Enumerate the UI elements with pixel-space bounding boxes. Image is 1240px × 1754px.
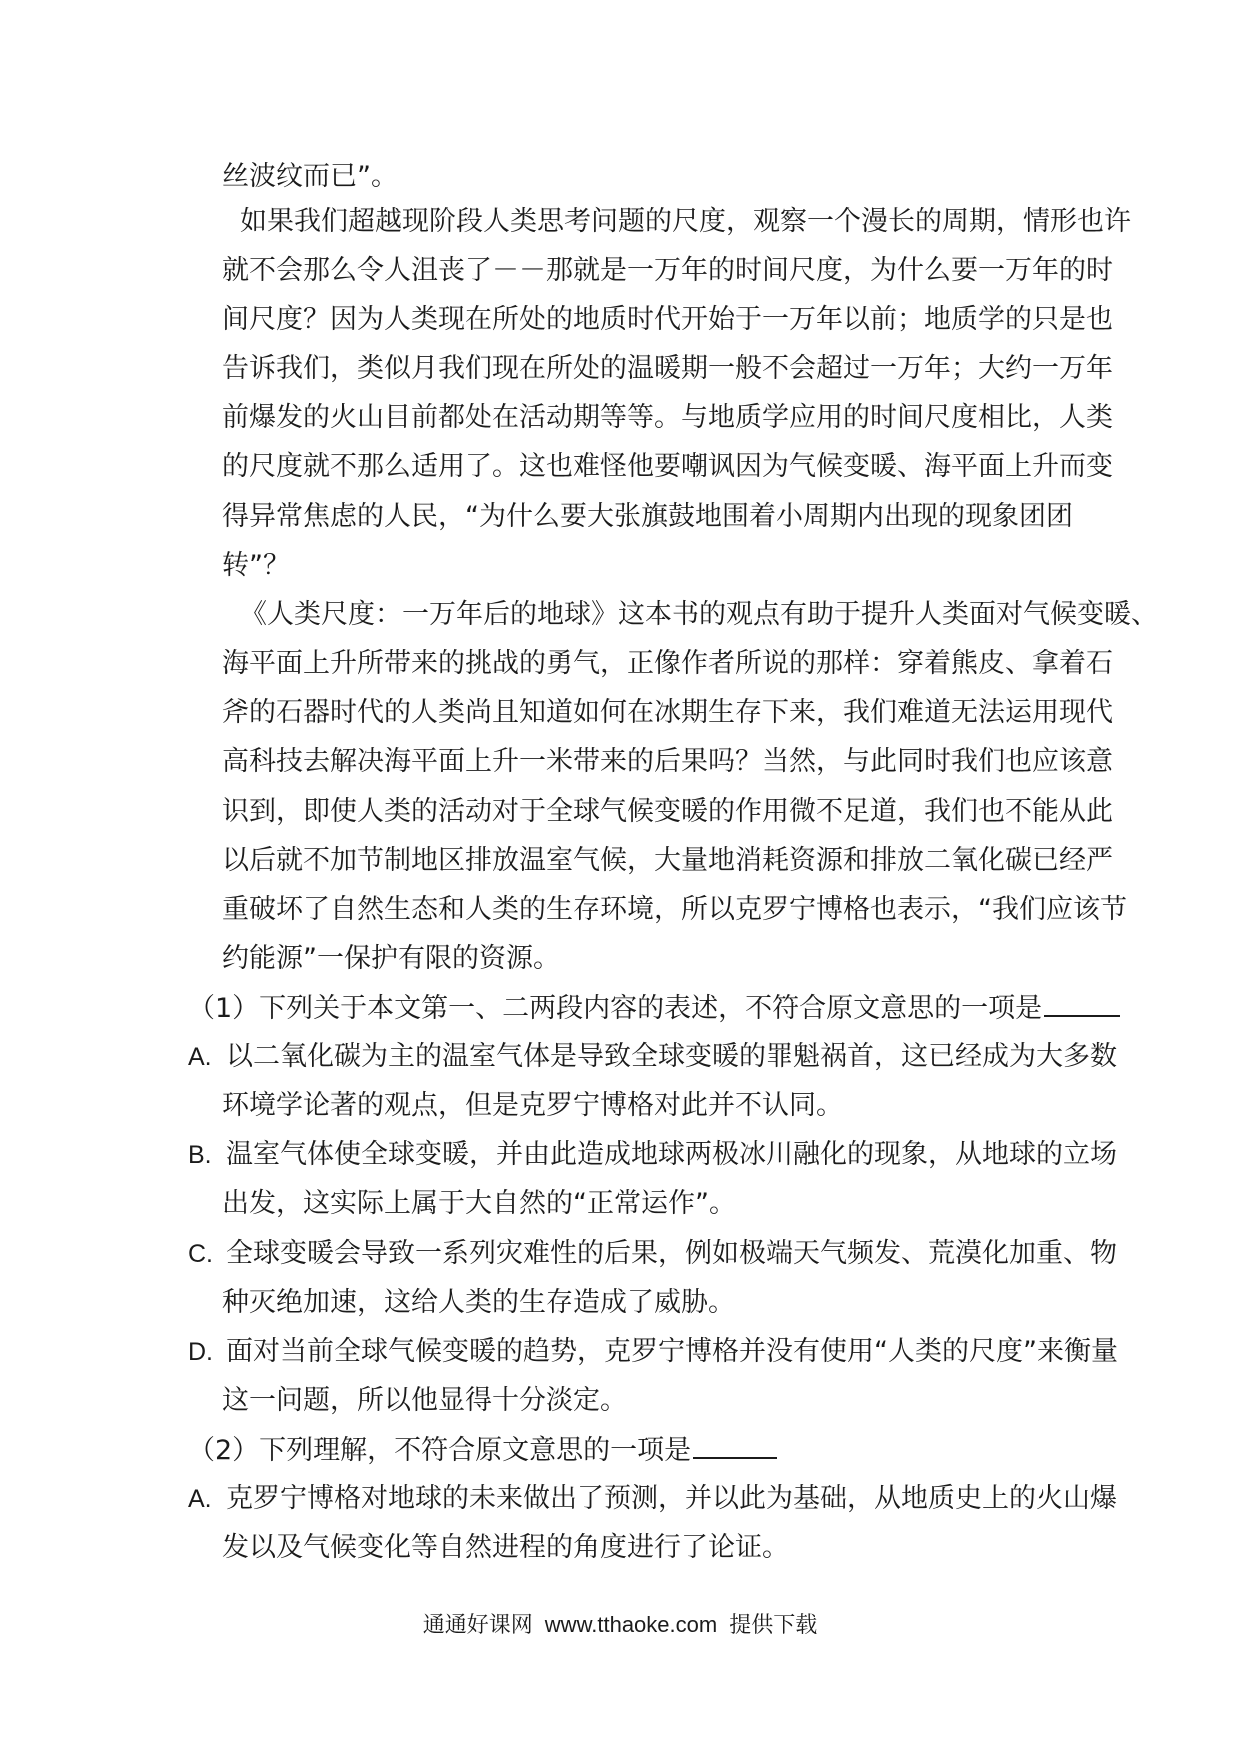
passage-line: 斧的石器时代的人类尚且知道如何在冰期生存下来，我们难道无法运用现代 [222, 697, 1113, 728]
passage-line: 海平面上升所带来的挑战的勇气，正像作者所说的那样：穿着熊皮、拿着石 [222, 648, 1113, 679]
option-text: 种灭绝加速，这给人类的生存造成了威胁。 [222, 1287, 735, 1318]
passage-line: 前爆发的火山目前都处在活动期等等。与地质学应用的时间尺度相比，人类 [222, 402, 1113, 433]
question-2-stem-text: （2）下列理解，不符合原文意思的一项是 [188, 1435, 692, 1466]
passage-line: 的尺度就不那么适用了。这也难怪他要嘲讽因为气候变暖、海平面上升而变 [222, 451, 1113, 482]
footer-note: 提供下载 [729, 1613, 818, 1638]
option-letter: B. [188, 1141, 212, 1169]
option-text: 环境学论著的观点，但是克罗宁博格对此并不认同。 [222, 1090, 843, 1121]
option-text: 出发，这实际上属于大自然的“正常运作”。 [222, 1188, 736, 1219]
option-text: 面对当前全球气候变暖的趋势，克罗宁博格并没有使用“人类的尺度”来衡量 [226, 1336, 1118, 1367]
page-footer [0, 1610, 1240, 1641]
option-text: 发以及气候变化等自然进程的角度进行了论证。 [222, 1532, 789, 1563]
answer-blank[interactable] [693, 1433, 777, 1459]
question-1-stem-text: （1）下列关于本文第一、二两段内容的表述，不符合原文意思的一项是 [188, 993, 1043, 1024]
option-letter: D. [188, 1338, 213, 1366]
passage-line: 丝波纹而已”。 [222, 161, 398, 192]
passage-line: 告诉我们，类似月我们现在所处的温暖期一般不会超过一万年；大约一万年 [222, 353, 1113, 384]
option-text: 全球变暖会导致一系列灾难性的后果，例如极端天气频发、荒漠化加重、物 [226, 1238, 1117, 1269]
passage-line: 如果我们超越现阶段人类思考问题的尺度，观察一个漫长的周期，情形也许 [240, 206, 1131, 237]
footer-site-name: 通通好课网 [422, 1613, 533, 1638]
footer-url[interactable]: www.tthaoke.com [544, 1612, 718, 1637]
option-text: 以二氧化碳为主的温室气体是导致全球变暖的罪魁祸首，这已经成为大多数 [226, 1041, 1117, 1072]
passage-line: 得异常焦虑的人民，“为什么要大张旗鼓地围着小周期内出现的现象团团 [222, 501, 1073, 532]
passage-line: 以后就不加节制地区排放温室气候，大量地消耗资源和排放二氧化碳已经严 [222, 845, 1113, 876]
passage-line: 约能源”一保护有限的资源。 [222, 943, 560, 974]
answer-blank[interactable] [1044, 991, 1120, 1017]
passage-line: 《人类尺度：一万年后的地球》这本书的观点有助于提升人类面对气候变暖、 [240, 599, 1158, 630]
passage-line: 就不会那么令人沮丧了－－那就是一万年的时间尺度，为什么要一万年的时 [222, 255, 1113, 286]
option-letter: C. [188, 1240, 213, 1268]
passage-line: 识到，即使人类的活动对于全球气候变暖的作用微不足道，我们也不能从此 [222, 796, 1113, 827]
option-text: 这一问题，所以他显得十分淡定。 [222, 1385, 627, 1416]
option-text: 克罗宁博格对地球的未来做出了预测，并以此为基础，从地质史上的火山爆 [226, 1483, 1117, 1514]
question-1-stem [188, 991, 1120, 1026]
passage-line: 转”？ [222, 550, 290, 581]
option-letter: A. [188, 1485, 212, 1513]
question-2-stem [188, 1433, 777, 1468]
passage-line: 间尺度？因为人类现在所处的地质时代开始于一万年以前；地质学的只是也 [222, 304, 1113, 335]
passage-line: 高科技去解决海平面上升一米带来的后果吗？当然，与此同时我们也应该意 [222, 746, 1113, 777]
passage-line: 重破坏了自然生态和人类的生存环境，所以克罗宁博格也表示，“我们应该节 [222, 894, 1127, 925]
option-letter: A. [188, 1043, 212, 1071]
option-text: 温室气体使全球变暖，并由此造成地球两极冰川融化的现象，从地球的立场 [226, 1139, 1117, 1170]
